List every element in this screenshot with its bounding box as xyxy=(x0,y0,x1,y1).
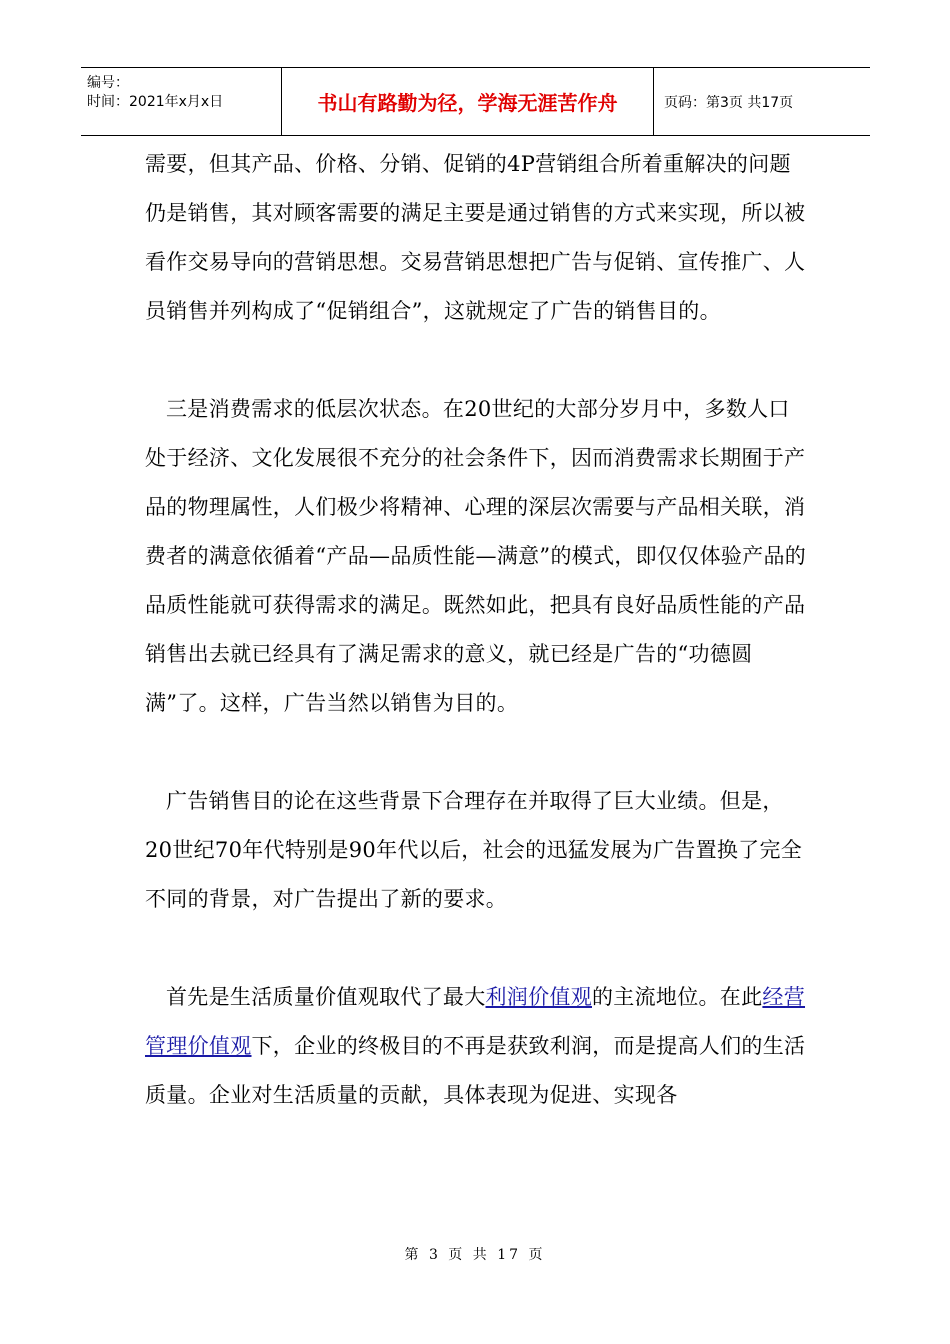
paragraph-1: 需要，但其产品、价格、分销、促销的4P营销组合所着重解决的问题仍是销售，其对顾客需要的满足主要是通过销售的方式来实现，所以被看作交易导向的营销思想。交易营销思想把广告与促销、宣传推广、人员销售并列构成了“促销组合”，这就规定了广告的销售目的。 xyxy=(145,152,806,323)
management-value-link[interactable]: 经营管理价值观 xyxy=(145,985,806,1058)
header-motto: 书山有路勤为径，学海无涯苦作舟 xyxy=(281,68,654,135)
paragraph-gap xyxy=(145,924,810,973)
page-footer: 第 3 页 共 17 页 xyxy=(404,1247,546,1263)
profit-value-link[interactable]: 利润价值观 xyxy=(485,985,592,1009)
header-page-info: 页码：第3页 共17页 xyxy=(664,94,794,111)
document-time-label: 时间：2021年x月x日 xyxy=(87,94,224,110)
page-header xyxy=(81,67,870,136)
paragraph-2: 三是消费需求的低层次状态。在20世纪的大部分岁月中，多数人口处于经济、文化发展很不充分的社会条件下，因而消费需求长期囿于产品的物理属性，人们极少将精神、心理的深层次需要与产品相关联，消费者的满意依循着“产品—品质性能—满意”的模式，即仅仅体验产品的品质性能就可获得需求的满足。既然如此，把具有良好品质性能的产品销售出去就已经具有了满足需求的意义，就已经是广告的“功德圆满”了。这样，广告当然以销售为目的。 xyxy=(145,397,807,715)
paragraph-4 xyxy=(145,973,810,1120)
paragraph-gap xyxy=(145,336,810,385)
paragraph-gap xyxy=(145,728,810,777)
paragraph-3: 广告销售目的论在这些背景下合理存在并取得了巨大业绩。但是，20世纪70年代特别是90年代以后，社会的迅猛发展为广告置换了完全不同的背景，对广告提出了新的要求。 xyxy=(145,789,803,911)
paragraph-4-text-c: 下，企业的终极目的不再是获致利润，而是提高人们的生活质量。企业对生活质量的贡献，具体表现为促进、实现各 xyxy=(145,1034,806,1107)
paragraph-4-text-b: 的主流地位。在此 xyxy=(592,985,763,1009)
document-body xyxy=(145,140,810,1120)
paragraph-4-text-a: 首先是生活质量价值观取代了最大 xyxy=(166,985,486,1009)
document-number-label: 编号： xyxy=(87,75,129,91)
header-meta xyxy=(81,68,281,135)
